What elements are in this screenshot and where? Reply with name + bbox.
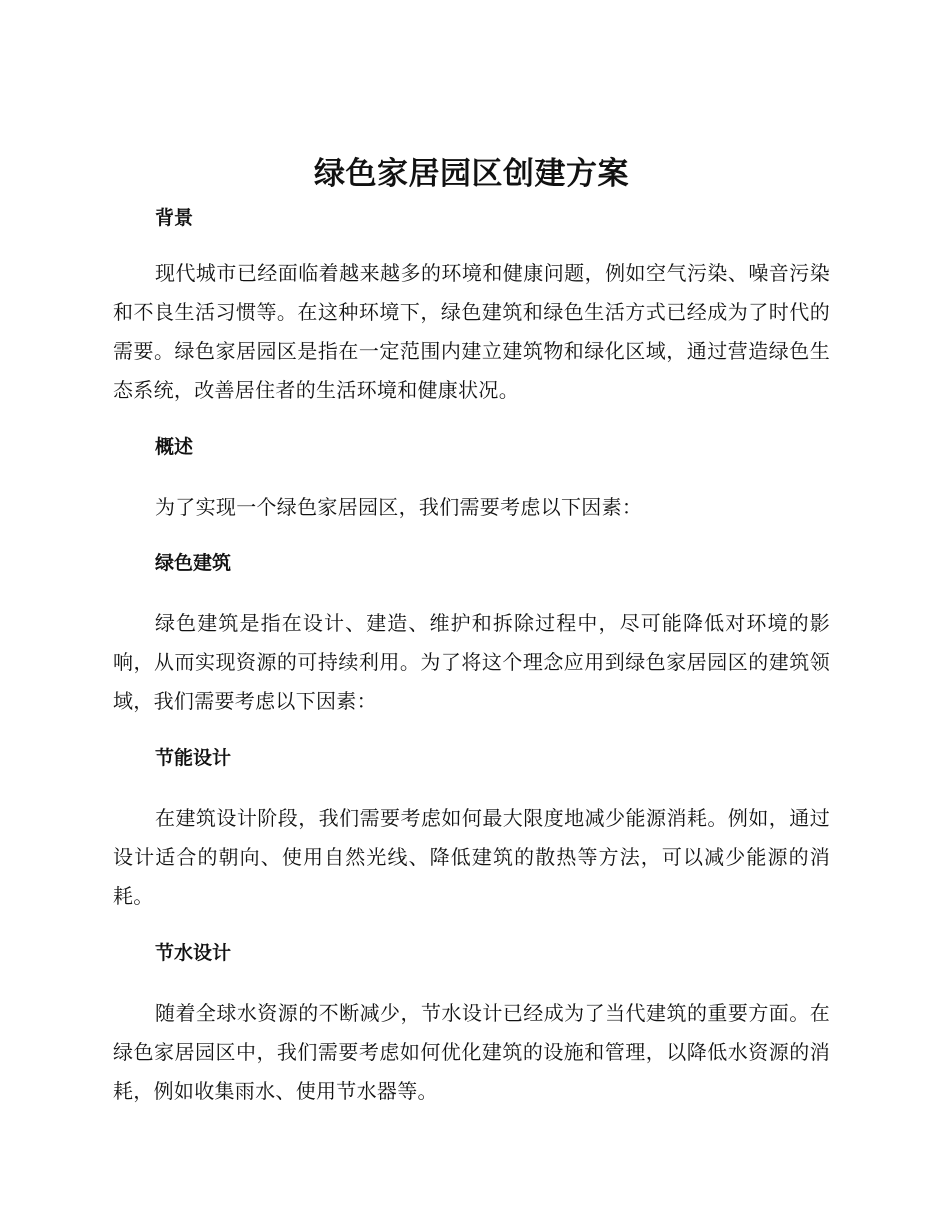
section-paragraph-water-saving: 随着全球水资源的不断减少，节水设计已经成为了当代建筑的重要方面。在绿色家居园区中，我们需要考虑如何优化建筑的设施和管理，以降低水资源的消耗，例如收集雨水、使用节水器等。 xyxy=(113,1001,830,1103)
section-paragraph-overview: 为了实现一个绿色家居园区，我们需要考虑以下因素： xyxy=(155,495,643,519)
document-title: 绿色家居园区创建方案 xyxy=(314,156,629,192)
section-heading-green-building: 绿色建筑 xyxy=(155,552,232,574)
section-paragraph-energy-saving: 在建筑设计阶段，我们需要考虑如何最大限度地减少能源消耗。例如，通过设计适合的朝向、使用自然光线、降低建筑的散热等方法，可以减少能源的消耗。 xyxy=(113,806,830,908)
section-heading-overview: 概述 xyxy=(155,436,194,458)
section-paragraph-green-building: 绿色建筑是指在设计、建造、维护和拆除过程中，尽可能降低对环境的影响，从而实现资源的可持续利用。为了将这个理念应用到绿色家居园区的建筑领域，我们需要考虑以下因素： xyxy=(113,611,830,713)
section-heading-water-saving: 节水设计 xyxy=(155,942,232,964)
section-paragraph-background: 现代城市已经面临着越来越多的环境和健康问题，例如空气污染、噪音污染和不良生活习惯等。在这种环境下，绿色建筑和绿色生活方式已经成为了时代的需要。绿色家居园区是指在一定范围内建立建筑物和绿化区域，通过营造绿色生态系统，改善居住者的生活环境和健康状况。 xyxy=(113,261,830,402)
section-heading-energy-saving: 节能设计 xyxy=(155,747,232,769)
section-heading-background: 背景 xyxy=(155,207,194,229)
